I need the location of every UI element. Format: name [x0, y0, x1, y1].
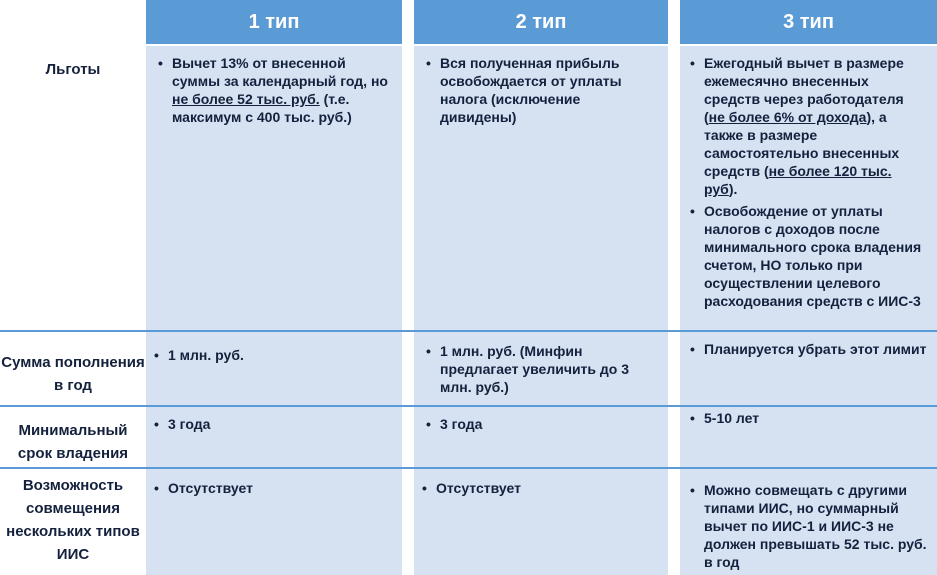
list-item: • Вычет 13% от внесенной суммы за календарный год, но не более 52 тыс. руб. (т.е. максимум с 400 тыс. руб.): [158, 54, 390, 126]
list-item: • 5-10 лет: [690, 409, 927, 427]
list-item: • Вся полученная прибыль освобождается от уплаты налога (исключение дивидены): [426, 54, 656, 126]
topup-type3-cell: [680, 332, 937, 405]
holding-type2-cell: [414, 407, 668, 467]
list-item: • 3 года: [154, 415, 390, 433]
topup-type1-cell: [146, 332, 402, 405]
benefits-type2-cell: [414, 46, 668, 330]
row-label-min-holding-period: Минимальный срок владения: [17, 422, 129, 462]
list-item: • Отсутствует: [422, 479, 656, 497]
list-item: • 3 года: [426, 415, 656, 433]
list-item: • 1 млн. руб.: [154, 346, 390, 364]
benefits-type1-cell: [146, 46, 402, 330]
combine-type1-cell: [146, 469, 402, 575]
holding-type3-cell: [680, 407, 937, 467]
list-item: • 1 млн. руб. (Минфин предлагает увеличить до 3 млн. руб.): [426, 342, 656, 396]
column-header-type3: 3 тип: [680, 0, 937, 44]
list-item: • Планируется убрать этот лимит: [690, 340, 927, 358]
list-item: • Можно совмещать с другими типами ИИС, но суммарный вычет по ИИС-1 и ИИС-3 не должен превышать 52 тыс. руб. в год: [690, 481, 927, 571]
list-item: • Отсутствует: [154, 479, 390, 497]
column-header-type2: 2 тип: [414, 0, 668, 44]
holding-type1-cell: [146, 407, 402, 467]
list-item: • Ежегодный вычет в размере ежемесячно внесенных средств через работодателя (не более 6% от дохода), а также в размере самостоятельно внесенных средств (не более 120 тыс. руб).: [690, 54, 927, 198]
column-header-type1: 1 тип: [146, 0, 402, 44]
row-label-combining-types: Возможность совмещения нескольких типов ИИС: [6, 477, 140, 563]
list-item: • Освобождение от уплаты налогов с доходов после минимального срока владения счетом, НО только при осуществлении целевого расходования средств с ИИС-3: [690, 202, 927, 310]
topup-type2-cell: [414, 332, 668, 405]
combine-type2-cell: [414, 469, 668, 575]
combine-type3-cell: [680, 469, 937, 575]
benefits-type3-cell: [680, 46, 937, 330]
row-label-benefits: Льготы: [45, 61, 101, 78]
row-label-annual-top-up: Сумма пополнения в год: [1, 354, 145, 394]
